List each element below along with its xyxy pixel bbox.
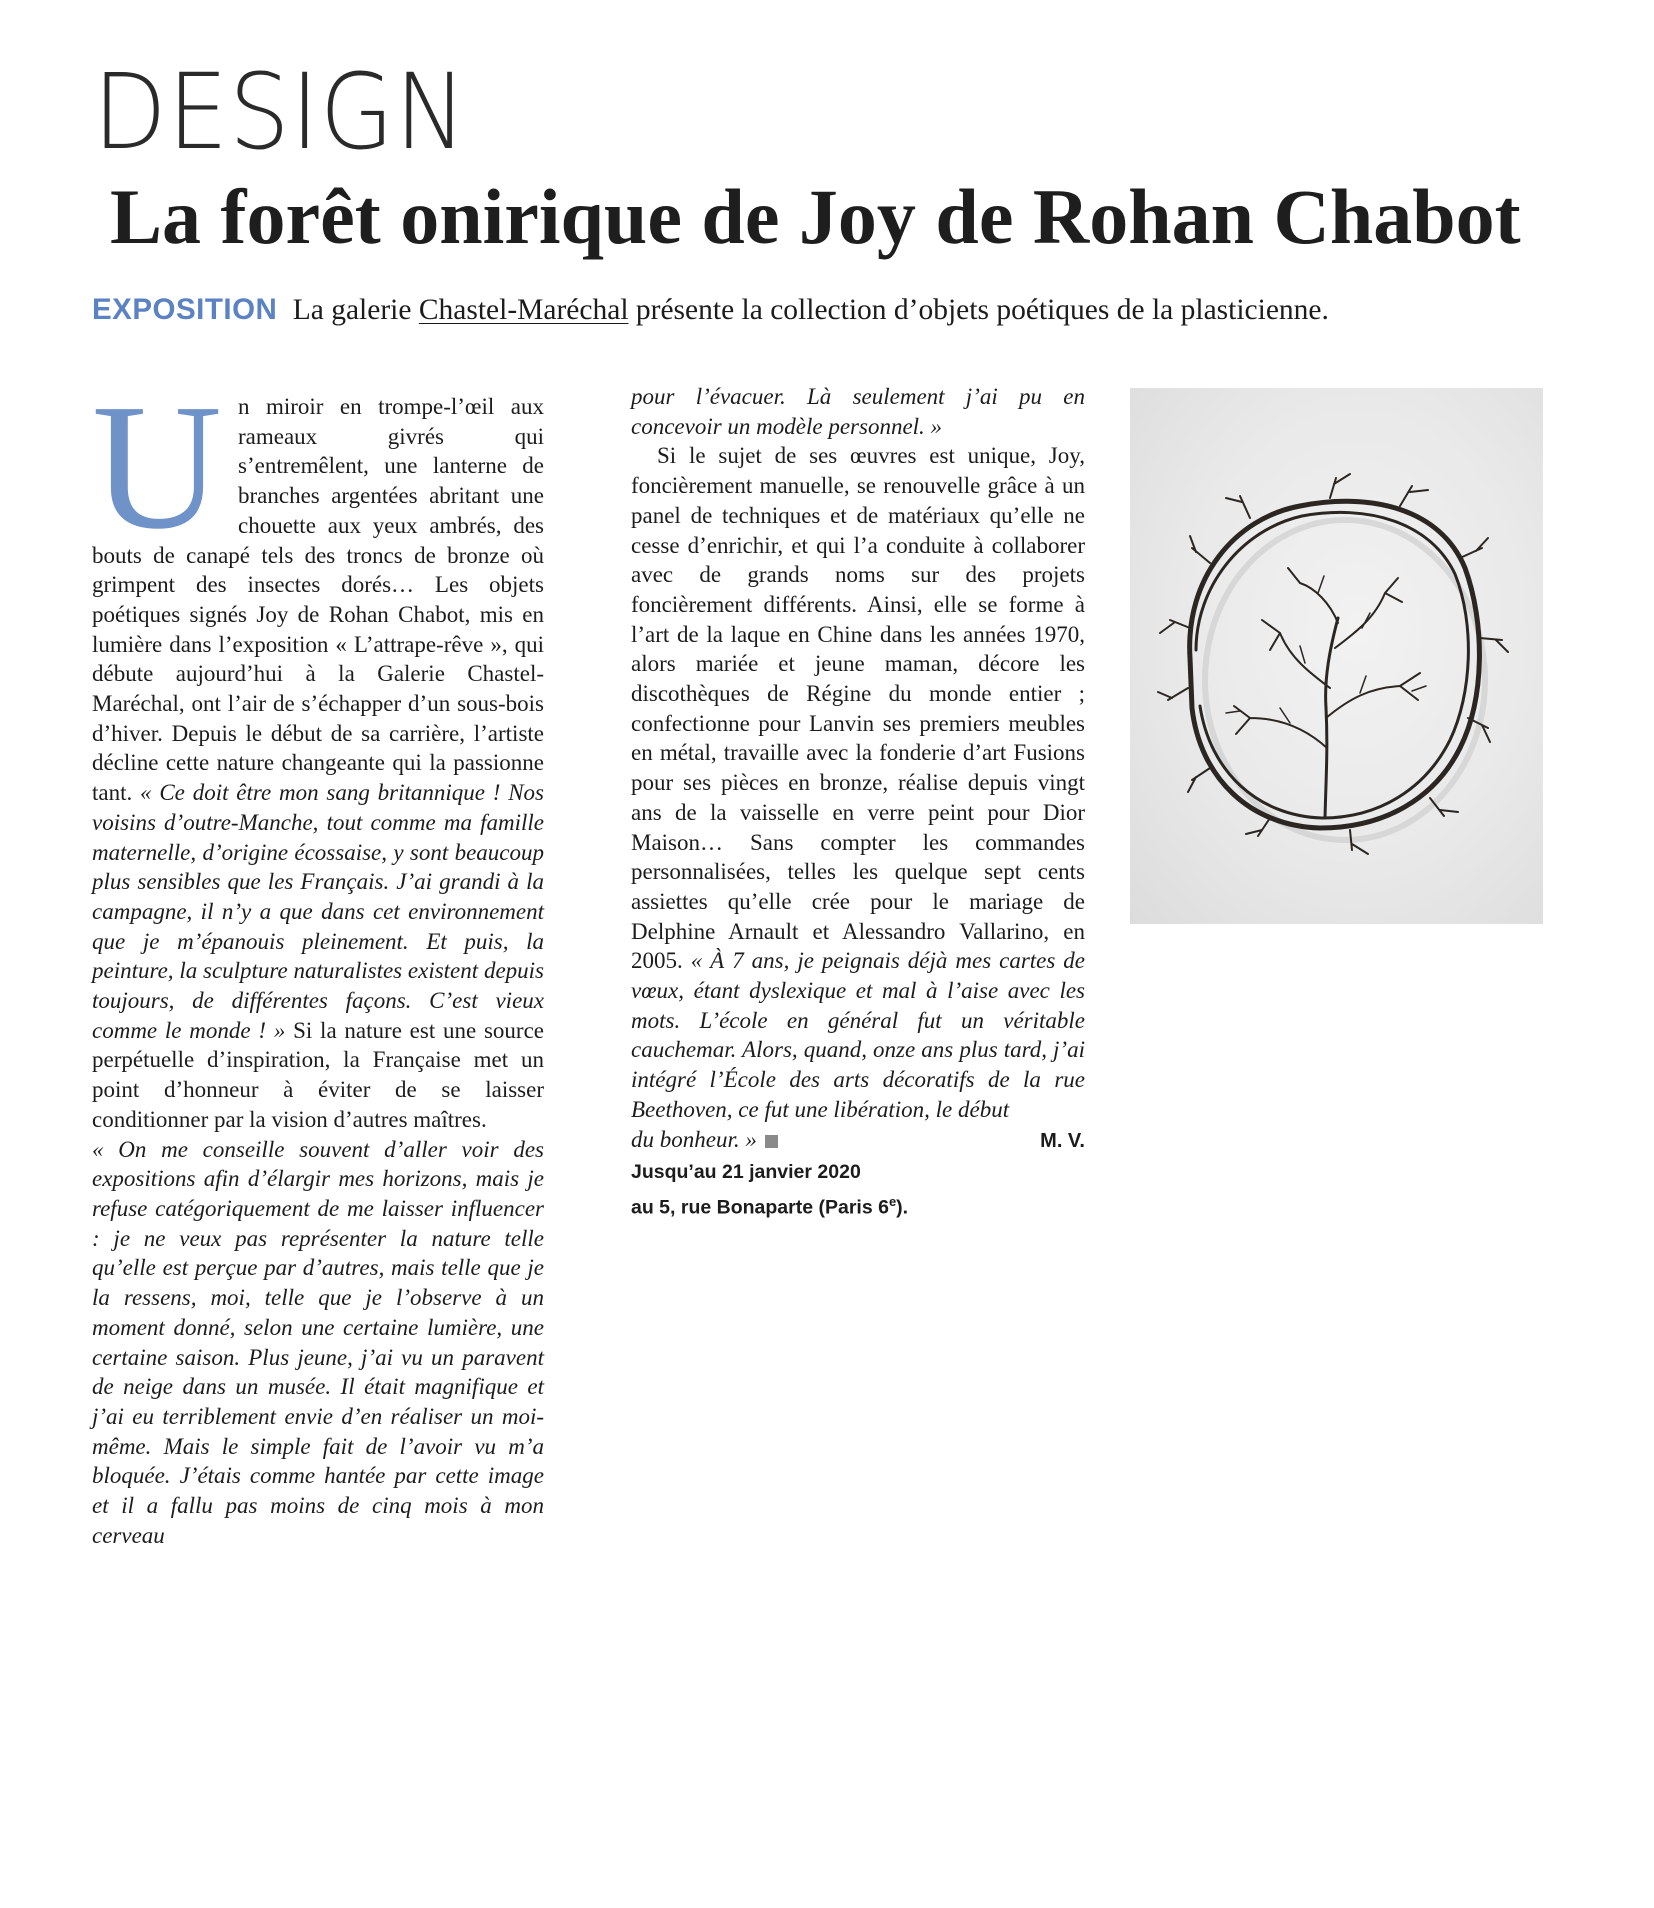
subhead-text-post: présente la collection d’objets poétiques de la plasticienne. — [635, 294, 1329, 326]
quote-end: du bonheur. » — [631, 1126, 757, 1152]
end-mark-icon — [765, 1135, 778, 1148]
quote-influence: « On me conseille souvent d’aller voir des expositions afin d’élargir mes horizons, mais je refuse catégoriquement de me laisser influencer : je ne veux pas représenter la nature telle qu’elle est perçue par d’autres, mais telle que je la ressens, moi, telle que je l’observe à un moment donné, selon une certaine lumière, une certaine saison. Plus jeune, j’ai vu un paravent de neige dans un musée. Il était magnifique et j’ai eu terriblement envie d’en réaliser un moi-même. Mais le simple fait de l’avoir vu m’a bloquée. J’étais comme hantée par cette image et il a fallu pas moins de cinq mois à mon cerveau — [92, 1136, 544, 1548]
article-kicker: EXPOSITION — [92, 293, 278, 326]
exhibition-info — [631, 1158, 1085, 1223]
branch-mirror-icon — [1130, 388, 1543, 924]
quote-childhood: « À 7 ans, je peignais déjà mes cartes de vœux, étant dyslexique et mal à l’aise avec les mots. L’école en général fut un véritable cauchemar. Alors, quand, onze ans plus tard, j’ai intégré l’École des arts décoratifs de la rue Beethoven, ce fut une libération, le début — [631, 948, 1085, 1122]
quote-british-blood: « Ce doit être mon sang britannique ! Nos voisins d’outre-Manche, tout comme ma famille maternelle, d’origine écossaise, y sont beaucoup plus sensibles que les Français. J’ai grandi à la campagne, il n’y a que dans cet environnement que je m’épanouis pleinement. Et puis, la peinture, la sculpture naturalistes existent depuis toujours, de différentes façons. C’est vieux comme le monde ! » — [92, 780, 544, 1043]
paragraph-1-text: n miroir en trompe-l’œil aux rameaux givrés qui s’entremêlent, une lanterne de branches argentées abritant une chouette aux yeux ambrés, des bouts de canapé tels des troncs de bronze où grimpent des insectes dorés… Les objets poétiques signés Joy de Rohan Chabot, mis en lumière dans l’exposition « L’attrape-rêve », qui débute aujourd’hui à la Galerie Chastel-Maréchal, ont l’air de s’échapper d’un sous-bois d’hiver. Depuis le début de sa carrière, l’artiste décline cette nature changeante qui la passionne tant. — [92, 394, 544, 806]
gallery-name-link[interactable]: Chastel-Maréchal — [418, 294, 629, 326]
author-initials: M. V. — [1040, 1129, 1085, 1152]
article-headline: La forêt onirique de Joy de Rohan Chabot — [110, 173, 1521, 260]
paragraph-3 — [631, 382, 1085, 441]
article-column-2 — [631, 382, 1085, 1223]
article-subhead — [92, 293, 1552, 327]
article-column-1 — [92, 367, 545, 1712]
paragraph-1 — [92, 367, 545, 1135]
paragraph-4-text: Si le sujet de ses œuvres est unique, Joy, foncièrement manuelle, se renouvelle grâce à un panel de techniques et de matériaux qu’elle ne cesse d’enrichir, et qui l’a conduite à collaborer avec de grands noms sur des projets foncièrement différents. Ainsi, elle se forme à l’art de la laque en Chine dans les années 1970, alors mariée et jeune maman, décore les discothèques de Régine du monde entier ; confectionne pour Lanvin ses premiers meubles en métal, travaille avec la fonderie d’art Fusions pour ses pièces en bronze, réalise depuis vingt ans de la vaisselle en verre peint pour Dior Maison… Sans compter les commandes personnalisées, telles les quelque sept cents assiettes qu’elle crée pour le mariage de Delphine Arnault et Alessandro Vallarino, en 2005. — [631, 443, 1085, 974]
quote-continuation: pour l’évacuer. Là seulement j’ai pu en concevoir un modèle personnel. » — [631, 384, 1085, 439]
artwork-photo — [1130, 388, 1543, 924]
signature-line — [631, 1125, 1085, 1157]
paragraph-1-text-2: Si la nature est une source perpétuelle d’inspiration, la Française met un point d’honneur à éviter de se laisser conditionner par la vision d’autres maîtres. — [92, 1017, 545, 1132]
subhead-text-pre: La galerie — [292, 294, 412, 326]
exhibition-dates: Jusqu’au 21 janvier 2020 — [631, 1161, 861, 1184]
section-rubric: DESIGN — [93, 51, 468, 173]
paragraph-4 — [631, 441, 1085, 1124]
drop-cap: U — [92, 367, 222, 566]
paragraph-2 — [92, 1135, 544, 1551]
exhibition-address: au 5, rue Bonaparte (Paris 6e). — [631, 1194, 909, 1219]
